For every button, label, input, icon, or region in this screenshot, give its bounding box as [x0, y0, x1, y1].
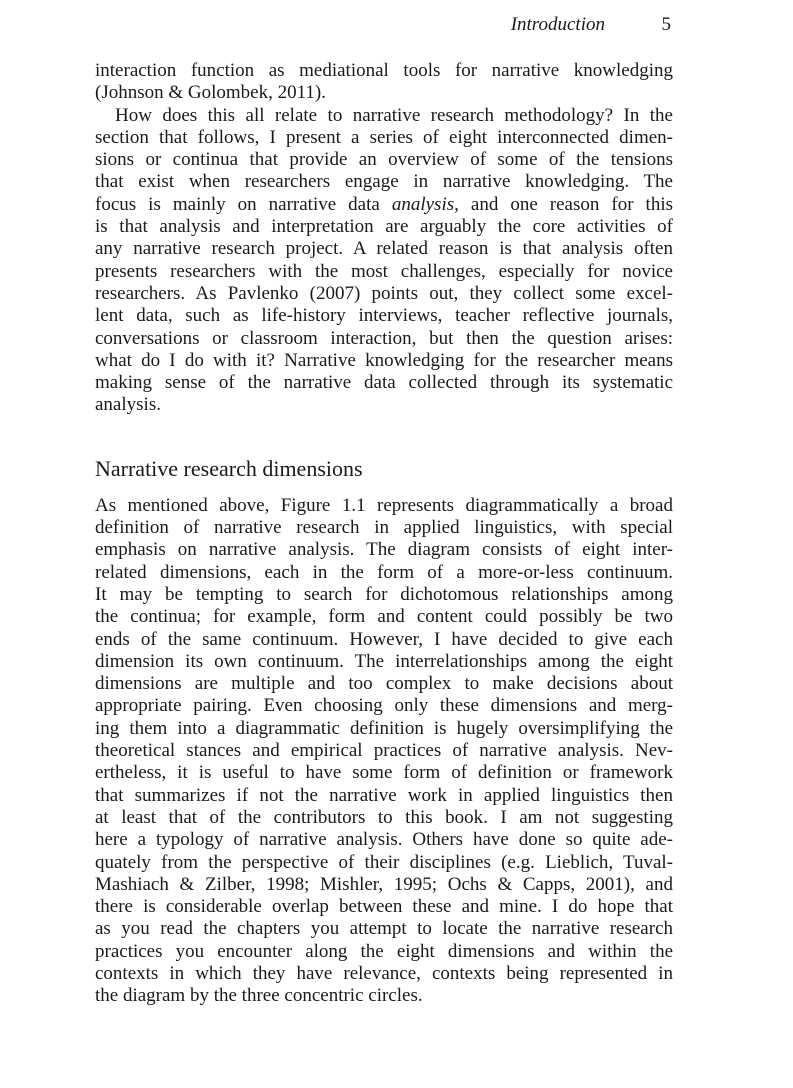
text-line: here a typology of narrative analysis. Others have done so quite ade-: [95, 829, 673, 851]
text-line: the diagram by the three concentric circles.: [95, 985, 423, 1007]
page-body: [95, 60, 673, 1008]
text-line: dimension its own continuum. The interrelationships among the eight: [95, 650, 673, 672]
text-line: section that follows, I present a series of eight interconnected dimen-: [95, 126, 673, 148]
paragraph-continuation: [95, 60, 673, 105]
text-line: that exist when researchers engage in narrative knowledging. The: [95, 171, 673, 193]
text-fragment: and one reason for this: [458, 193, 673, 215]
text-line: Mashiach & Zilber, 1998; Mishler, 1995; Ochs & Capps, 2001), and: [95, 873, 673, 895]
text-line: practices you encounter along the eight dimensions and within the: [95, 940, 673, 962]
section-heading: Narrative research dimensions: [95, 455, 363, 481]
text-line: ertheless, it is useful to have some form of definition or framework: [95, 762, 673, 784]
text-line: emphasis on narrative analysis. The diagram consists of eight inter-: [95, 539, 673, 561]
text-line: that summarizes if not the narrative work in applied linguistics then: [95, 784, 673, 806]
running-header: [0, 14, 793, 40]
text-line: theoretical stances and empirical practices of narrative analysis. Nev-: [95, 740, 673, 762]
paragraph-dimensions: [95, 495, 673, 1008]
text-line: definition of narrative research in applied linguistics, with special: [95, 517, 673, 539]
text-fragment: focus is mainly on narrative data: [95, 193, 392, 215]
paragraph-methodology: [95, 105, 673, 417]
text-line: ends of the same continuum. However, I have decided to give each: [95, 628, 673, 650]
text-line: is that analysis and interpretation are arguably the core activities of: [95, 216, 673, 238]
text-line: As mentioned above, Figure 1.1 represents diagrammatically a broad: [95, 494, 673, 516]
text-line: what do I do with it? Narrative knowledging for the researcher means: [95, 349, 673, 371]
text-line: ing them into a diagrammatic definition is hugely oversimplifying the: [95, 717, 673, 739]
text-line: appropriate pairing. Even choosing only these dimensions and merg-: [95, 695, 673, 717]
text-line: interaction function as mediational tools for narrative knowledging: [95, 60, 673, 81]
page-number: 5: [661, 14, 671, 35]
text-line: lent data, such as life-history interviews, teacher reflective journals,: [95, 305, 673, 327]
text-line: presents researchers with the most challenges, especially for novice: [95, 260, 673, 282]
text-line: conversations or classroom interaction, but then the question arises:: [95, 327, 673, 349]
text-line: How does this all relate to narrative research methodology? In the: [115, 104, 673, 126]
text-line: as you read the chapters you attempt to locate the narrative research: [95, 918, 673, 940]
text-line: related dimensions, each in the form of a more-or-less continuum.: [95, 561, 673, 583]
text-line: the continua; for example, form and content could possibly be two: [95, 606, 673, 628]
text-line: It may be tempting to search for dichotomous relationships among: [95, 583, 673, 605]
emphasis-analysis: analysis,: [391, 193, 459, 215]
text-line: contexts in which they have relevance, contexts being represented in: [95, 962, 673, 984]
running-title: Introduction: [510, 14, 605, 35]
text-line: analysis.: [95, 394, 161, 416]
text-line: any narrative research project. A related reason is that analysis often: [95, 238, 673, 260]
text-line: (Johnson & Golombek, 2011).: [95, 82, 326, 104]
text-line: sions or continua that provide an overview of some of the tensions: [95, 149, 673, 171]
text-line: researchers. As Pavlenko (2007) points out, they collect some excel-: [95, 282, 673, 304]
text-line: making sense of the narrative data collected through its systematic: [95, 372, 673, 394]
text-line: there is considerable overlap between these and mine. I do hope that: [95, 896, 673, 918]
text-line-with-emphasis: [95, 194, 673, 216]
text-line: at least that of the contributors to this book. I am not suggesting: [95, 806, 673, 828]
text-line: dimensions are multiple and too complex to make decisions about: [95, 673, 673, 695]
text-line: quately from the perspective of their disciplines (e.g. Lieblich, Tuval-: [95, 851, 673, 873]
